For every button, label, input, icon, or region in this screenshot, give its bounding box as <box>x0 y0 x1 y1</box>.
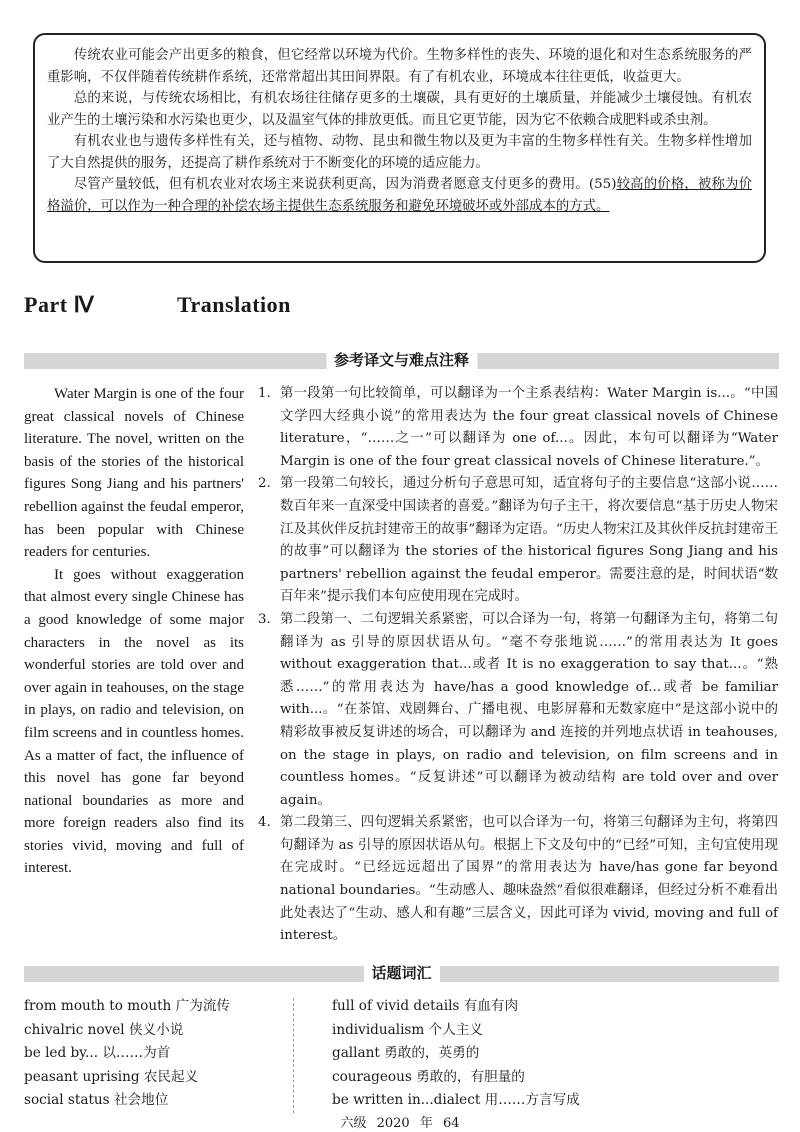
translation-paragraph-1: Water Margin is one of the four great classical novels of Chinese literature. The novel, written on the basis of the stories of the historical figures Song Jiang and his partners' rebellion against the feudal emperor, has been popular with Chinese readers for centuries. <box>24 386 244 561</box>
note-text: 第一段第二句较长，通过分析句子意思可知，适宜将句子的主要信息“这部小说……数百年来一直深受中国读者的喜爱。”翻译为句子主干，将次要信息“基于历史人物宋江及其伙伴反抗封建帝王的故事”翻译为定语。“历史人物宋江及其伙伴反抗封建帝王的故事”可以翻译为 the stories of the historical figures Song Jiang and his partners' rebellion against the feudal emperor。需要注意的是，时间状语“数百年来”提示我们本句应使用现在完成时。 <box>280 476 778 605</box>
note-number: 4. <box>258 815 271 831</box>
vocab-divider <box>293 998 294 1113</box>
translation-text <box>24 383 244 880</box>
vocab-item: from mouth to mouth 广为流传 <box>24 998 231 1014</box>
note-number: 2. <box>258 476 271 492</box>
section-heading <box>24 292 291 318</box>
passage-paragraph-4 <box>47 174 752 217</box>
part-label: Part Ⅳ <box>24 292 95 317</box>
section-title: Translation <box>177 292 291 317</box>
vocab-item: gallant 勇敢的，英勇的 <box>332 1045 480 1062</box>
notes-list <box>258 383 778 948</box>
translation-paragraph-2: It goes without exaggeration that almost every single Chinese has a good knowledge of some major characters in the novel as its wonderful stories are told over and over again in teahouses, on the stage in plays, on radio and television, on film screens and in countless homes. As a matter of fact, the influence of this novel has gone far beyond national boundaries as more and more foreign readers also find its stories vivid, moving and full of interest. <box>24 566 244 877</box>
vocab-item: be written in...dialect 用……方言写成 <box>332 1092 580 1109</box>
vocab-list-left <box>24 995 230 1113</box>
passage-paragraph-1: 传统农业可能会产出更多的粮食，但它经常以环境为代价。生物多样性的丧失、环境的退化和对生态系统服务的严重影响，不仅伴随着传统耕作系统，还常常超出其田间界限。有了有机农业，环境成本往往更低，收益更大。 <box>47 48 752 85</box>
vocab-item: peasant uprising 农民起义 <box>24 1068 199 1085</box>
passage-paragraph-4-plain: 尽管产量较低，但有机农业对农场主来说获利更高，因为消费者愿意支付更多的费用。(55) <box>73 177 617 192</box>
passage-paragraph-2: 总的来说，与传统农场相比，有机农场往往储存更多的土壤碳，具有更好的土壤质量，并能减少土壤侵蚀。有机农业产生的土壤污染和水污染也更少，以及温室气体的排放更低。而且它更节能，因为它不依赖合成肥料或杀虫剂。 <box>47 91 752 128</box>
footer-exam: 六级 2020 年 <box>340 1116 433 1131</box>
page-footer <box>0 1112 800 1131</box>
passage-box <box>33 33 766 263</box>
vocab-banner <box>24 966 779 982</box>
note-text: 第一段第一句比较简单，可以翻译为一个主系表结构：Water Margin is...。“中国文学四大经典小说”的常用表达为 the four great classical novels of Chinese literature，“……之一”可以翻译为 one of...。因此，本句可以翻译为“Water Margin is one of the four great classical novels of Chinese literature.”。 <box>280 386 778 469</box>
page-number: 64 <box>442 1116 460 1131</box>
vocab-item: individualism 个人主义 <box>332 1021 483 1038</box>
note-text: 第二段第一、二句逻辑关系紧密，可以合译为一句，将第一句翻译为主句，将第二句翻译为 as 引导的原因状语从句。“毫不夸张地说……”的常用表达为 It goes without exaggeration that...或者 It is no exaggeration to say that...。“熟悉……”的常用表达为 have/has a good knowledge of...或者 be familiar with...。“在茶馆、戏剧舞台、广播电视、电影屏幕和无数家庭中”是这部小说中的精彩故事被反复讲述的场合，可以翻译为 and 连接的并列地点状语 in teahouses, on the stage in plays, on radio and television, on film screens and in countless homes。“反复讲述”可以翻译为被动结构 are told over and over again。 <box>280 611 778 808</box>
vocab-item: be led by... 以……为首 <box>24 1045 171 1062</box>
vocab-list-right <box>332 995 580 1113</box>
note-text: 第二段第三、四句逻辑关系紧密，也可以合译为一句，将第三句翻译为主句，将第四句翻译为 as 引导的原因状语从句。根据上下文及句中的“已经”可知，主句宜使用现在完成时。“已经远远超出了国界”的常用表达为 have/has gone far beyond national boundaries。“生动感人、趣味盎然”看似很难翻译，但经过分析不难看出此处表达了“生动、感人和有趣”三层含义，因此可译为 vivid, moving and full of interest。 <box>280 815 778 944</box>
note-item <box>258 812 778 948</box>
vocab-item: chivalric novel 侠义小说 <box>24 1021 184 1038</box>
vocab-banner-label: 话题词汇 <box>363 962 439 984</box>
underlined-sentence-55: 较高的价格，被称为价格溢价，可以作为一种合理的补偿农场主提供生态系统服务和避免环境破坏或外部成本的方式。 <box>47 177 752 214</box>
note-number: 1. <box>258 386 271 401</box>
note-item <box>258 383 778 473</box>
note-item <box>258 609 778 812</box>
vocab-item: full of vivid details 有血有肉 <box>332 998 519 1014</box>
vocab-item: courageous 勇敢的，有胆量的 <box>332 1068 525 1085</box>
reference-banner-label: 参考译文与难点注释 <box>326 349 477 371</box>
reference-banner <box>24 353 779 369</box>
note-number: 3. <box>258 611 271 627</box>
vocab-item: social status 社会地位 <box>24 1092 169 1109</box>
note-item <box>258 473 778 609</box>
passage-paragraph-3: 有机农业也与遗传多样性有关，还与植物、动物、昆虫和微生物以及更为丰富的生物多样性有关。生物多样性增加了大自然提供的服务，还提高了耕作系统对于不断变化的环境的适应能力。 <box>47 134 752 171</box>
